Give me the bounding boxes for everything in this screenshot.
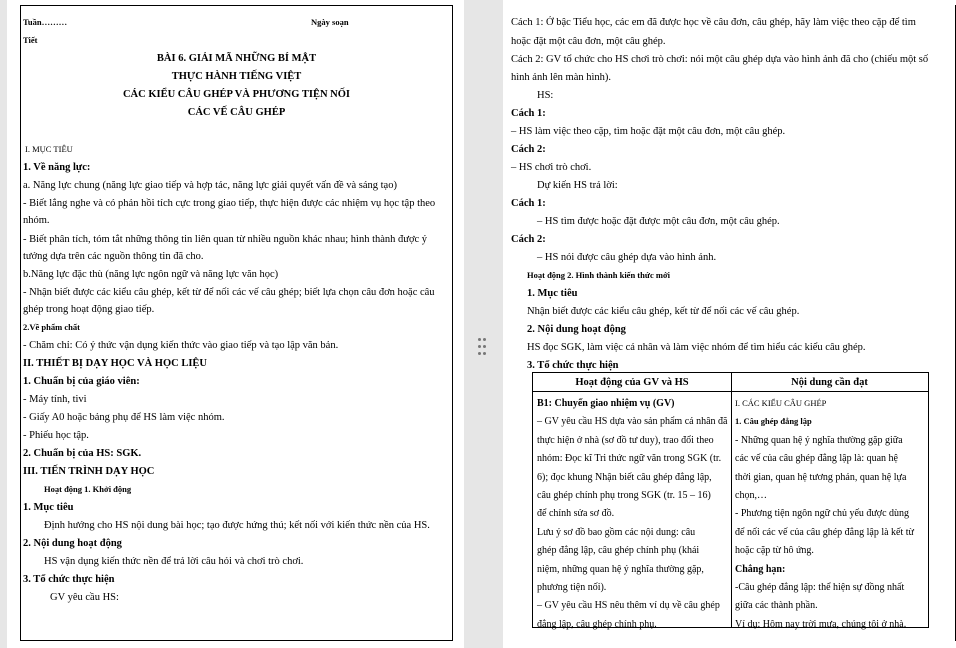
table-right-cell-line: -Câu ghép đẳng lập: thể hiện sự đồng nhất [735, 582, 905, 593]
table-left-cell-line: ghép đẳng lập, câu ghép chính phụ (khái [537, 545, 700, 557]
table-right-cell-line: - Phương tiện ngôn ngữ chủ yếu được dùng [735, 508, 910, 520]
table-left-cell-line: đẳng lập, câu ghép chính phụ. [537, 618, 657, 630]
right-page [503, 0, 956, 648]
table-left-cell-line: Lưu ý sơ đồ bao gồm các nội dung: câu [537, 526, 696, 538]
left-page [7, 0, 464, 648]
page-splitter-handle[interactable] [478, 338, 488, 356]
table-right-cell-line: Chẳng hạn: [735, 563, 786, 575]
table-header-left: Hoạt động của GV và HS [575, 377, 689, 388]
header-week: Tuần……… [23, 17, 68, 27]
right-text-line: hoặc đặt một câu đơn, một câu ghép. [511, 36, 666, 47]
right-text-line: – HS nói được câu ghép dựa vào hình ảnh. [537, 252, 717, 263]
left-text-line: 2. Chuẩn bị của HS: SGK. [23, 448, 142, 459]
table-left-cell-line: để chỉnh sửa sơ đồ. [537, 508, 615, 520]
left-text-line: 1. Về năng lực: [23, 162, 91, 173]
left-text-line: - Phiếu học tập. [23, 430, 89, 441]
left-text-line: - Chăm chỉ: Có ý thức vận dụng kiến thức vào giao tiếp và tạo lập văn bản. [23, 340, 339, 351]
table-left-cell-line: B1: Chuyển giao nhiệm vụ (GV) [537, 398, 675, 409]
table-right-cell-line: hoặc cặp từ hô ứng. [735, 545, 814, 557]
left-text-line: nhóm. [23, 215, 50, 226]
lesson-title-line: CÁC VẾ CÂU GHÉP [187, 107, 286, 118]
right-text-line: – HS chơi trò chơi. [511, 162, 592, 173]
table-right-cell-line: - Những quan hệ ý nghĩa thường gặp giữa [735, 434, 903, 446]
left-text-line: - Biết lắng nghe và có phản hồi tích cực trong giao tiếp, thực hiện được các nhiệm vụ học tập theo [23, 198, 436, 209]
left-text-line: b.Năng lực đặc thù (năng lực ngôn ngữ và năng lực văn học) [23, 269, 279, 280]
table-left-cell-line: – GV yêu cầu HS nêu thêm ví dụ về câu ghép [537, 600, 720, 612]
table-right-cell-line: I. CÁC KIỂU CÂU GHÉP [735, 398, 827, 408]
left-text-line: - Nhận biết được các kiểu câu ghép, kết từ để nối các vế câu ghép; biết lựa chọn câu đơn hoặc câu [23, 287, 435, 298]
right-text-line: – HS tìm được hoặc đặt được một câu đơn, một câu ghép. [537, 216, 780, 227]
left-text-line: GV yêu cầu HS: [50, 592, 119, 603]
left-text-line: Định hướng cho HS nội dung bài học; tạo được hứng thú; kết nối với kiến thức nền của HS. [44, 520, 430, 531]
left-text-line: ghép trong hoạt động giao tiếp. [23, 304, 155, 315]
right-text-line: 1. Mục tiêu [527, 288, 578, 299]
table-left-cell-line: thực hiện ở nhà (sơ đồ tư duy), trao đổi theo [537, 434, 714, 446]
left-text-line: I. MỤC TIÊU [25, 144, 73, 154]
right-text-line: Dự kiến HS trả lời: [537, 180, 618, 191]
right-text-line: – HS làm việc theo cặp, tìm hoặc đặt một câu đơn, một câu ghép. [511, 126, 786, 137]
left-text-line: 3. Tổ chức thực hiện [23, 574, 115, 585]
left-text-line: - Biết phân tích, tóm tắt những thông tin liên quan từ nhiều nguồn khác nhau; hình thành được ý [23, 234, 428, 245]
table-right-cell-line: thời gian, quan hệ tương phản, quan hệ lựa [735, 471, 907, 483]
right-text-line: Cách 2: GV tổ chức cho HS chơi trò chơi: nói một câu ghép dựa vào hình ảnh đã cho (chiếu một số [511, 54, 929, 65]
left-text-line: 1. Chuẩn bị của giáo viên: [23, 376, 140, 387]
right-text-line: HS: [537, 90, 554, 101]
left-text-line: 2. Nội dung hoạt động [23, 538, 122, 549]
left-text-line: II. THIẾT BỊ DẠY HỌC VÀ HỌC LIỆU [23, 358, 207, 369]
table-right-cell-line: Ví dụ: Hôm nay trời mưa, chúng tôi ở nhà. [735, 618, 907, 630]
right-text-line: HS đọc SGK, làm việc cá nhân và làm việc nhóm để tìm hiểu các kiểu câu ghép. [527, 342, 866, 353]
left-text-line: - Giấy A0 hoặc bảng phụ để HS làm việc nhóm. [23, 412, 225, 423]
left-text-line: tưởng dựa trên các nguồn thông tin đã cho. [23, 251, 204, 262]
table-header-right: Nội dung cần đạt [791, 377, 868, 388]
left-text-line: 1. Mục tiêu [23, 502, 74, 513]
header-period: Tiết [23, 35, 38, 45]
activity-table [532, 372, 929, 628]
left-text-line: 2.Về phẩm chất [23, 322, 80, 332]
table-right-cell-line: các vế của câu ghép đẳng lập là: quan hệ [735, 453, 898, 465]
right-text-line: 2. Nội dung hoạt động [527, 324, 626, 335]
table-left-cell-line: câu ghép chính phụ trong SGK (tr. 15 – 16) [537, 490, 711, 501]
table-right-cell-line: 1. Câu ghép đẳng lập [735, 416, 812, 427]
lesson-title-line: CÁC KIỂU CÂU GHÉP VÀ PHƯƠNG TIỆN NỐI [122, 89, 351, 100]
right-text-line: Cách 1: [511, 108, 546, 119]
right-text-line: Nhận biết được các kiểu câu ghép, kết từ để nối các vế câu ghép. [527, 306, 800, 317]
header-date: Ngày soạn [311, 17, 349, 27]
table-left-cell-line: nhóm: Đọc kĩ Tri thức ngữ văn trong SGK (tr. [537, 453, 722, 465]
lesson-title-line: BÀI 6. GIẢI MÃ NHỮNG BÍ MẬT [156, 53, 317, 64]
left-text-line: Hoạt động 1. Khởi động [44, 484, 132, 494]
right-text-line: Cách 2: [511, 234, 546, 245]
lesson-title-line: THỰC HÀNH TIẾNG VIỆT [171, 71, 302, 82]
right-text-line: 3. Tổ chức thực hiện [527, 360, 619, 371]
table-left-cell-line: 6); đọc khung Nhận biết câu ghép đẳng lập, [537, 471, 712, 483]
right-text-line: hình ảnh lên màn hình). [511, 72, 612, 83]
left-text-line: III. TIẾN TRÌNH DẠY HỌC [23, 466, 155, 477]
right-text-line: Cách 1: Ở bậc Tiểu học, các em đã được học về câu đơn, câu ghép, hãy làm việc theo cặp để tìm [511, 17, 916, 28]
right-text-line: Cách 1: [511, 198, 546, 209]
left-text-line: a. Năng lực chung (năng lực giao tiếp và hợp tác, năng lực giải quyết vấn đề và sáng tạo) [23, 180, 397, 191]
table-right-cell-line: chọn,… [735, 490, 767, 501]
right-text-line: Cách 2: [511, 144, 546, 155]
right-text-line: Hoạt động 2. Hình thành kiến thức mới [527, 270, 671, 280]
table-left-cell-line: niệm, những quan hệ ý nghĩa thường gặp, [537, 563, 704, 575]
table-right-cell-line: giữa các thành phần. [735, 600, 818, 612]
table-right-cell-line: để nối các vế của câu ghép đẳng lập là kết từ [735, 526, 914, 538]
table-left-cell-line: – GV yêu cầu HS dựa vào sản phẩm cá nhân đã [537, 416, 728, 428]
left-text-line: HS vận dụng kiến thức nền để trả lời câu hỏi và chơi trò chơi. [44, 556, 304, 567]
left-text-line: - Máy tính, tivi [23, 394, 87, 405]
table-left-cell-line: phương tiện nối). [537, 582, 607, 593]
